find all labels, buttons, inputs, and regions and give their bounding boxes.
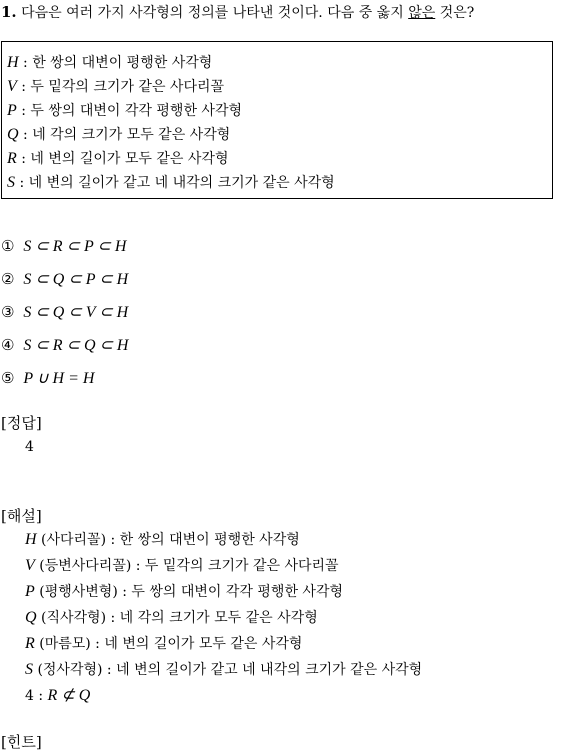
definition-sep: : [16, 103, 31, 119]
explanation-line [25, 633, 302, 653]
choice-mark: ③ [1, 303, 15, 321]
definition-symbol: Q [7, 126, 19, 143]
explanation-symbol: R [25, 635, 35, 652]
choice-mark: ① [1, 237, 15, 255]
explanation-text: 네 변의 길이가 같고 네 내각의 크기가 같은 사각형 [116, 662, 423, 678]
explanation-name: (마름모) : [34, 636, 105, 652]
explanation-conclusion [25, 685, 90, 705]
definition-text: 한 쌍의 대변이 평행한 사각형 [32, 55, 213, 71]
explanation-name: (평행사변형) : [34, 584, 132, 600]
definition-text: 네 변의 길이가 같고 네 내각의 크기가 같은 사각형 [28, 175, 335, 191]
explanation-text: 네 각의 크기가 모두 같은 사각형 [119, 610, 318, 626]
question-line [1, 2, 474, 22]
explanation-text: 네 변의 길이가 모두 같은 사각형 [104, 636, 303, 652]
definition-sep: : [15, 175, 29, 191]
choice-expr: S ⊂ R ⊂ P ⊂ H [23, 238, 127, 255]
definition-row [7, 148, 228, 168]
definition-symbol: R [7, 150, 17, 167]
explanation-text: 한 쌍의 대변이 평행한 사각형 [119, 532, 300, 548]
choice-expr: S ⊂ Q ⊂ P ⊂ H [23, 271, 129, 288]
conclusion-expr: R ⊄ Q [47, 687, 91, 704]
choice-expr: S ⊂ R ⊂ Q ⊂ H [23, 337, 129, 354]
definition-text: 두 밑각의 크기가 같은 사다리꼴 [30, 79, 225, 95]
definition-symbol: H [7, 54, 19, 71]
definition-sep: : [18, 127, 33, 143]
definition-row [7, 76, 224, 96]
definition-row [7, 124, 230, 144]
choice-expr: P ∪ H = H [23, 370, 95, 387]
explanation-text: 두 쌍의 대변이 각각 평행한 사각형 [131, 584, 343, 600]
explanation-name: (정사각형) : [33, 662, 117, 678]
definition-symbol: V [7, 78, 17, 95]
explanation-line [25, 555, 339, 575]
definition-symbol: P [7, 102, 17, 119]
definitions-box [1, 41, 553, 199]
explanation-line [25, 581, 343, 601]
choice-5[interactable] [1, 368, 94, 388]
question-text-before: 다음은 여러 가지 사각형의 정의를 나타낸 것이다. 다음 중 옳지 [21, 5, 409, 21]
definition-sep: : [18, 55, 33, 71]
answer-heading: [정답] [1, 414, 42, 432]
explanation-symbol: V [25, 557, 35, 574]
choice-mark: ② [1, 270, 15, 288]
hint-heading: [힌트] [1, 733, 42, 751]
explanation-symbol: P [25, 583, 35, 600]
question-text-after: 것은? [435, 5, 475, 21]
explanation-name: (직사각형) : [36, 610, 120, 626]
choice-3[interactable] [1, 302, 128, 322]
choice-expr: S ⊂ Q ⊂ V ⊂ H [23, 304, 129, 321]
explanation-symbol: Q [25, 609, 37, 626]
definition-row [7, 52, 212, 72]
explanation-heading: [해설] [1, 507, 42, 525]
question-text-underlined: 않은 [408, 5, 436, 21]
explanation-line [25, 659, 422, 679]
choice-2[interactable] [1, 269, 128, 289]
choice-mark: ⑤ [1, 369, 15, 387]
choice-mark: ④ [1, 336, 15, 354]
explanation-symbol: S [25, 661, 33, 678]
explanation-text: 두 밑각의 크기가 같은 사다리꼴 [144, 558, 339, 574]
definition-text: 네 각의 크기가 모두 같은 사각형 [32, 127, 231, 143]
definition-row [7, 172, 335, 192]
choice-1[interactable] [1, 236, 126, 256]
answer-value: 4 [25, 439, 34, 455]
definition-sep: : [16, 79, 31, 95]
explanation-name: (등변사다리꼴) : [34, 558, 145, 574]
explanation-line [25, 529, 300, 549]
conclusion-prefix: 4 : [25, 688, 48, 704]
definition-text: 네 변의 길이가 모두 같은 사각형 [30, 151, 229, 167]
explanation-symbol: H [25, 531, 37, 548]
definition-row [7, 100, 242, 120]
choice-4[interactable] [1, 335, 128, 355]
definition-symbol: S [7, 174, 15, 191]
definition-sep: : [16, 151, 31, 167]
explanation-line [25, 607, 318, 627]
definition-text: 두 쌍의 대변이 각각 평행한 사각형 [30, 103, 242, 119]
question-number: 1. [1, 3, 17, 21]
explanation-name: (사다리꼴) : [36, 532, 120, 548]
